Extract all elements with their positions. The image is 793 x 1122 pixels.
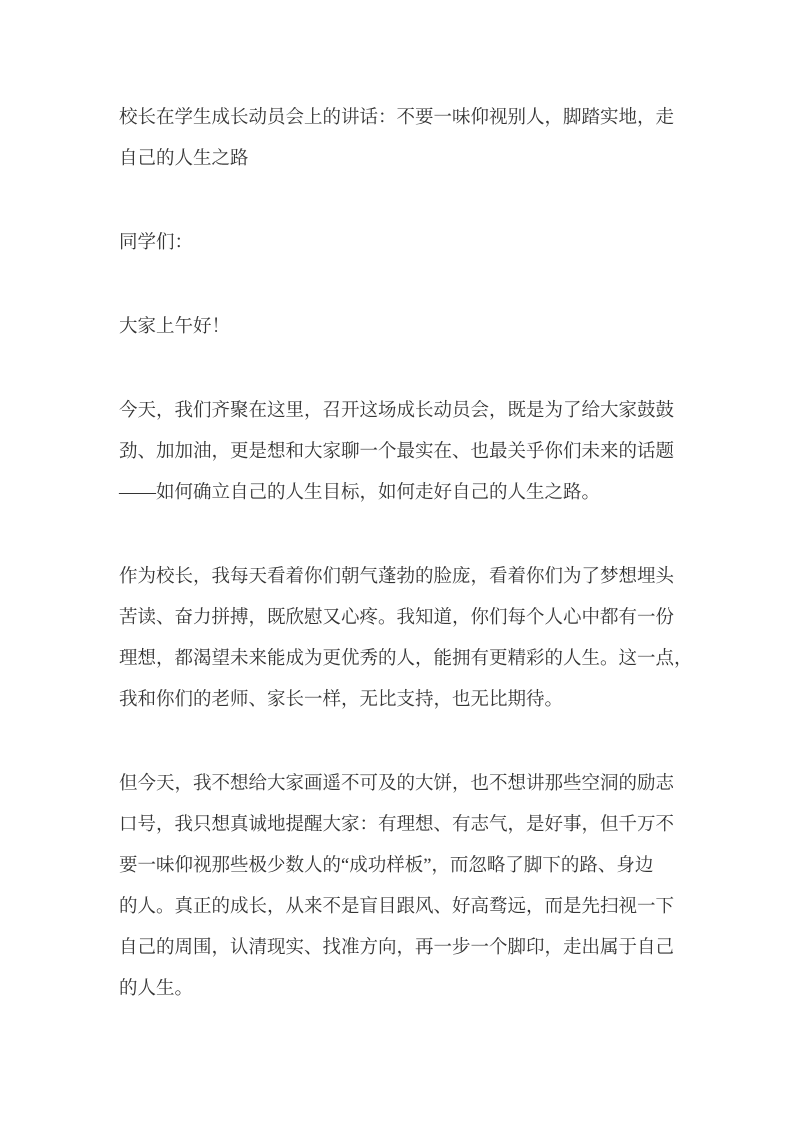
text-line: ——如何确立自己的人生目标，如何走好自己的人生之路。: [119, 483, 601, 503]
text-line: 的人。真正的成长，从来不是盲目跟风、好高骛远，而是先扫视一下: [119, 897, 675, 917]
body-paragraph-3: [119, 764, 677, 1010]
text-line: 的人生。: [119, 979, 194, 999]
body-paragraph-1: [119, 391, 677, 514]
text-line: 大家上午好！: [119, 317, 231, 337]
text-line: 劲、加加油，更是想和大家聊一个最实在、也最关乎你们未来的话题: [119, 442, 675, 462]
text-line: 苦读、奋力拼搏，既欣慰又心疼。我知道，你们每个人心中都有一份: [119, 608, 675, 628]
text-line: 要一味仰视那些极少数人的“成功样板”，而忽略了脚下的路、身边: [119, 856, 654, 876]
document-title: [119, 98, 677, 180]
text-line: 我和你们的老师、家长一样，无比支持，也无比期待。: [119, 690, 564, 710]
text-line: 校长在学生成长动员会上的讲话：不要一味仰视别人，脚踏实地，走: [119, 108, 675, 128]
text-line: 今天，我们齐聚在这里，召开这场成长动员会，既是为了给大家鼓鼓: [119, 401, 675, 421]
text-line: 自己的周围，认清现实、找准方向，再一步一个脚印，走出属于自己: [119, 938, 675, 958]
document-content: [119, 98, 693, 1010]
body-paragraph-2: [119, 557, 693, 721]
text-line: 同学们：: [119, 233, 194, 253]
text-line: 作为校长，我每天看着你们朝气蓬勃的脸庞，看着你们为了梦想埋头: [119, 567, 675, 587]
text-line: 但今天，我不想给大家画遥不可及的大饼，也不想讲那些空洞的励志: [119, 774, 675, 794]
text-line: 自己的人生之路: [119, 149, 249, 169]
text-line: 理想，都渴望未来能成为更优秀的人，能拥有更精彩的人生。这一点，: [119, 649, 693, 669]
text-line: 口号，我只想真诚地提醒大家：有理想、有志气，是好事，但千万不: [119, 815, 675, 835]
salutation: [119, 223, 677, 264]
greeting: [119, 307, 677, 348]
